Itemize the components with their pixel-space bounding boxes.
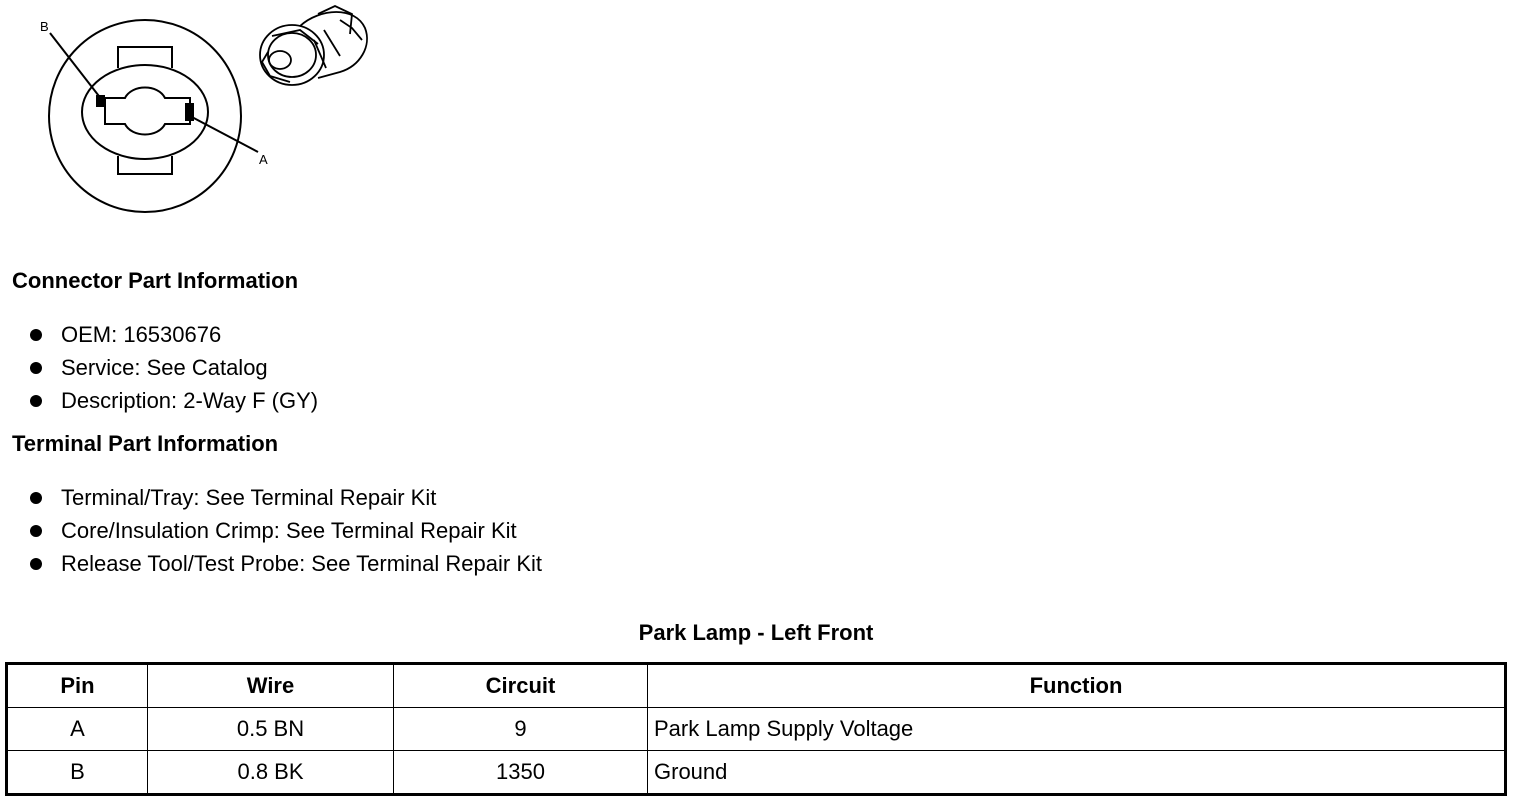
cell-circuit: 9 — [394, 708, 648, 751]
connector-info-list — [28, 318, 318, 417]
list-item-text: Terminal/Tray: See Terminal Repair Kit — [61, 485, 437, 510]
list-item — [28, 318, 318, 351]
cell-pin: A — [7, 708, 148, 751]
list-item-text: Release Tool/Test Probe: See Terminal Repair Kit — [61, 551, 542, 576]
header-pin: Pin — [7, 664, 148, 708]
bullet-icon — [30, 362, 42, 374]
connector-diagram — [0, 0, 400, 230]
cell-function: Park Lamp Supply Voltage — [648, 708, 1506, 751]
table-row — [7, 751, 1506, 795]
terminal-info-heading: Terminal Part Information — [12, 431, 279, 456]
list-item-text: Service: See Catalog — [61, 355, 268, 380]
cell-function: Ground — [648, 751, 1506, 795]
list-item-text: Description: 2-Way F (GY) — [61, 388, 319, 413]
table-title: Park Lamp - Left Front — [638, 620, 874, 645]
list-item-text: OEM: 16530676 — [61, 322, 222, 347]
list-item — [28, 481, 542, 514]
header-wire: Wire — [148, 664, 394, 708]
list-item-text: Core/Insulation Crimp: See Terminal Repair Kit — [61, 518, 517, 543]
bullet-icon — [30, 395, 42, 407]
connector-3d-illustration — [260, 6, 367, 85]
list-item — [28, 514, 542, 547]
cell-circuit: 1350 — [394, 751, 648, 795]
bullet-icon — [30, 492, 42, 504]
label-b: B — [40, 19, 49, 34]
bullet-icon — [30, 558, 42, 570]
cell-wire: 0.5 BN — [148, 708, 394, 751]
list-item — [28, 547, 542, 580]
terminal-cavity — [105, 88, 190, 135]
list-item — [28, 384, 318, 417]
header-function: Function — [648, 664, 1506, 708]
label-a: A — [259, 152, 268, 167]
pinout-table — [5, 662, 1507, 796]
header-circuit: Circuit — [394, 664, 648, 708]
list-item — [28, 351, 318, 384]
bullet-icon — [30, 329, 42, 341]
cell-pin: B — [7, 751, 148, 795]
leader-line-b — [50, 33, 102, 100]
bullet-icon — [30, 525, 42, 537]
table-header-row — [7, 664, 1506, 708]
table-row — [7, 708, 1506, 751]
connector-info-heading: Connector Part Information — [12, 268, 299, 293]
terminal-info-list — [28, 481, 542, 580]
cell-wire: 0.8 BK — [148, 751, 394, 795]
connector-face-outer — [49, 20, 241, 212]
